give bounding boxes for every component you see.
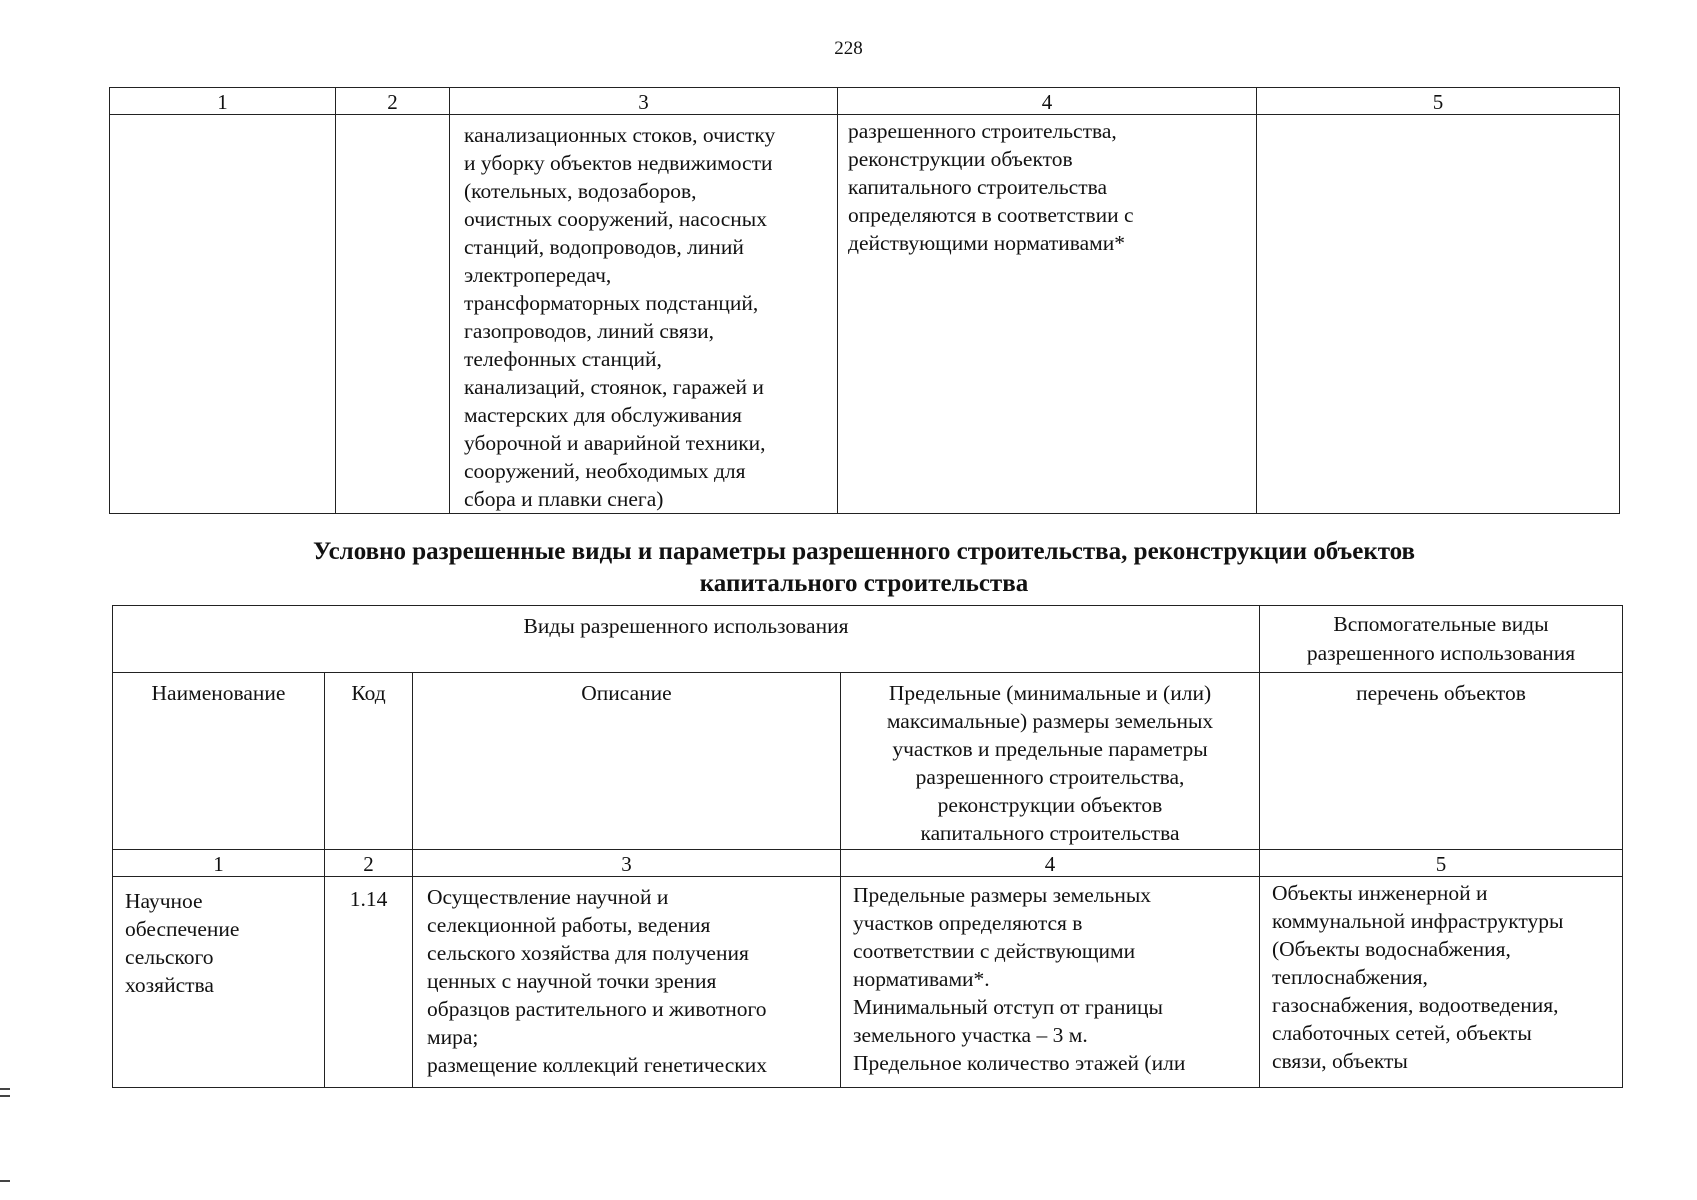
cell-limits <box>838 115 1257 514</box>
column-number: 2 <box>336 88 450 115</box>
column-number: 4 <box>841 850 1260 877</box>
column-number: 3 <box>450 88 838 115</box>
column-number-row <box>113 850 1623 877</box>
cell-description: Осуществление научной и селекционной работы, ведения сельского хозяйства для получения ценных с научной точки зрения образцов растительного и животного мира; размещение коллекций генетических <box>413 877 841 1088</box>
limits-text: разрешенного строительства, реконструкции объектов капитального строительства определяются в соответствии с действующими нормативами* <box>848 119 1134 255</box>
table-row <box>110 115 1620 514</box>
cell-description <box>450 115 838 514</box>
header-name: Наименование <box>113 673 325 850</box>
section-heading: Условно разрешенные виды и параметры разрешенного строительства, реконструкции объектов капитального строительства <box>312 538 1416 597</box>
column-number: 3 <box>413 850 841 877</box>
cell-code: 1.14 <box>325 877 413 1088</box>
table-row <box>113 877 1623 1088</box>
column-number: 1 <box>110 88 336 115</box>
description-text: канализационных стоков, очистку и уборку объектов недвижимости (котельных, водозаборов, очистных сооружений, насосных станций, водопроводов, линий электропередач, трансформаторных подстанций, газопроводов, линий связи, телефонных станций, канализаций, стоянок, гаражей и мастерских для обслуживания уборочной и аварийной техники, сооружений, необходимых для сбора и плавки снега) <box>464 123 776 511</box>
header-objects: перечень объектов <box>1260 673 1623 850</box>
column-number: 4 <box>838 88 1257 115</box>
header-code: Код <box>325 673 413 850</box>
column-number-row <box>110 88 1620 115</box>
cell-limits: Предельные размеры земельных участков определяются в соответствии с действующими нормативами*. Минимальный отступ от границы земельного участка – 3 м. Предельное количество этажей (или <box>841 877 1260 1088</box>
column-number: 2 <box>325 850 413 877</box>
column-number: 5 <box>1257 88 1620 115</box>
margin-mark <box>0 1095 10 1097</box>
aux-views-header: Вспомогательные виды разрешенного использования <box>1260 606 1623 673</box>
margin-mark <box>0 1180 10 1182</box>
column-number: 1 <box>113 850 325 877</box>
page-number: 228 <box>834 38 863 59</box>
cell-objects: Объекты инженерной и коммунальной инфраструктуры (Объекты водоснабжения, теплоснабжения, газоснабжения, водоотведения, слаботочных сетей, объекты связи, объекты <box>1260 877 1623 1088</box>
cell-name <box>110 115 336 514</box>
views-header: Виды разрешенного использования <box>113 606 1260 673</box>
header-limits: Предельные (минимальные и (или) максимальные) размеры земельных участков и предельные параметры разрешенного строительства, реконструкции объектов капитального строительства <box>841 673 1260 850</box>
conditional-uses-table <box>112 605 1623 1088</box>
cell-objects <box>1257 115 1620 514</box>
margin-mark <box>0 1088 10 1090</box>
group-header-row <box>113 606 1623 673</box>
header-description: Описание <box>413 673 841 850</box>
column-number: 5 <box>1260 850 1623 877</box>
cell-code <box>336 115 450 514</box>
cell-name: Научное обеспечение сельского хозяйства <box>113 877 325 1088</box>
column-header-row <box>113 673 1623 850</box>
continued-table <box>109 87 1620 514</box>
